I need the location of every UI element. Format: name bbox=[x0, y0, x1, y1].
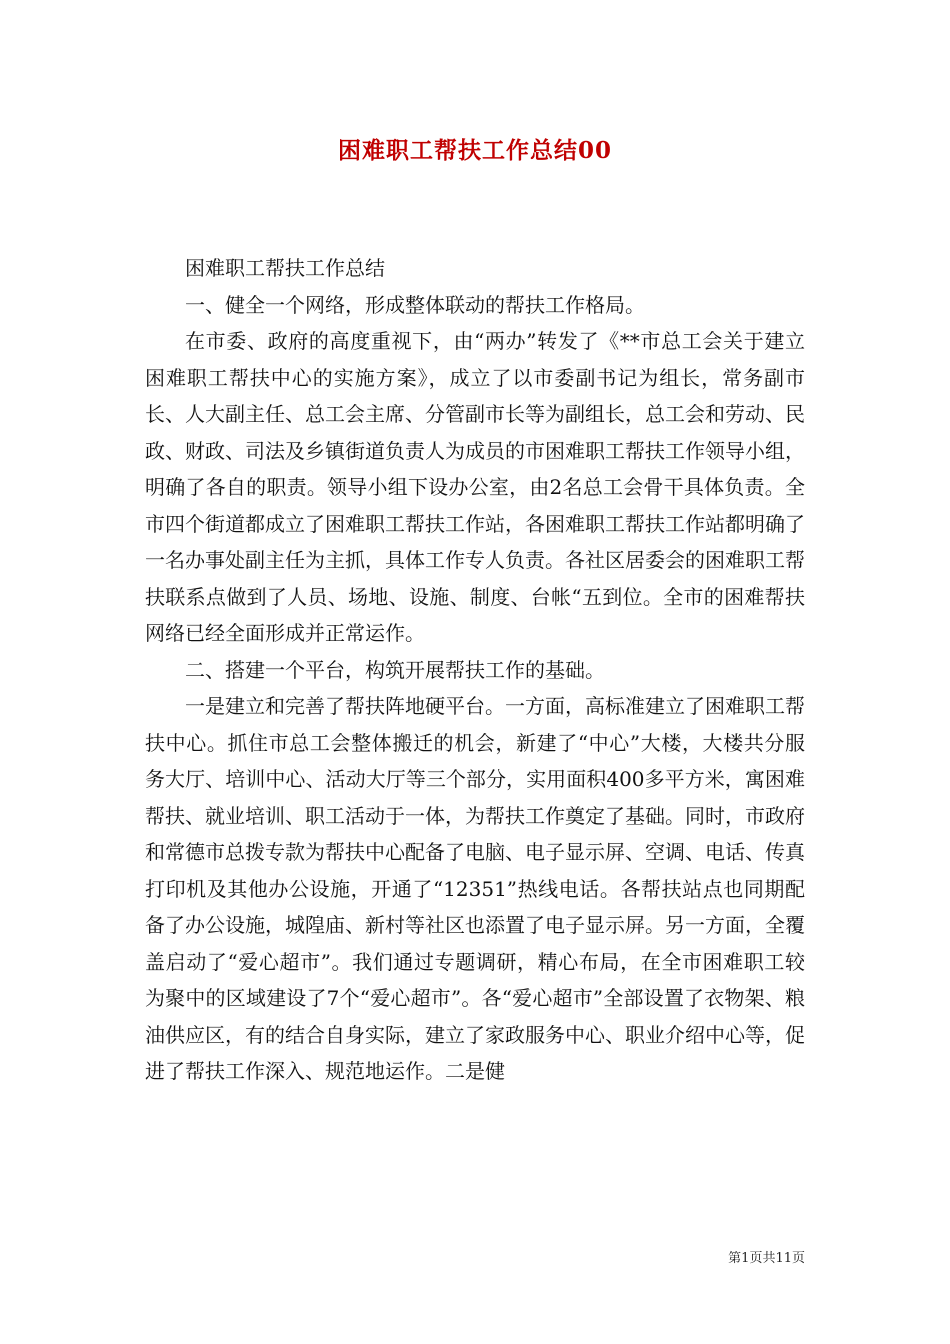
paragraph-platform: 一是建立和完善了帮扶阵地硬平台。一方面，高标准建立了困难职工帮扶中心。抓住市总工会整体搬迁的机会，新建了“中心”大楼，大楼共分服务大厅、培训中心、活动大厅等三个部分，实用面积400多平方米，寓困难帮扶、就业培训、职工活动于一体，为帮扶工作奠定了基础。同时，市政府和常德市总拨专款为帮扶中心配备了电脑、电子显示屏、空调、电话、传真打印机及其他办公设施，开通了“12351”热线电话。各帮扶站点也同期配备了办公设施，城隍庙、新村等社区也添置了电子显示屏。另一方面，全覆盖启动了“爱心超市”。我们通过专题调研，精心布局，在全市困难职工较为聚中的区域建设了7个“爱心超市”。各“爱心超市”全部设置了衣物架、粮油供应区，有的结合自身实际，建立了家政服务中心、职业介绍中心等，促进了帮扶工作深入、规范地运作。二是健 bbox=[145, 694, 805, 1083]
document-body bbox=[145, 250, 805, 1090]
paragraph-section-one: 一、健全一个网络，形成整体联动的帮扶工作格局。 bbox=[185, 292, 645, 317]
paragraph-heading: 困难职工帮扶工作总结 bbox=[185, 256, 385, 280]
page-number: 第1页共11页 bbox=[728, 1251, 805, 1266]
paragraph-network: 在市委、政府的高度重视下，由“两办”转发了《**市总工会关于建立困难职工帮扶中心的实施方案》，成立了以市委副书记为组长，常务副市长、人大副主任、总工会主席、分管副市长等为副组长，总工会和劳动、民政、财政、司法及乡镇街道负责人为成员的市困难职工帮扶工作领导小组，明确了各自的职责。领导小组下设办公室，由2名总工会骨干具体负责。全市四个街道都成立了困难职工帮扶工作站，各困难职工帮扶工作站都明确了一名办事处副主任为主抓，具体工作专人负责。各社区居委会的困难职工帮扶联系点做到了人员、场地、设施、制度、台帐“五到位。全市的困难帮扶网络已经全面形成并正常运作。 bbox=[145, 329, 805, 645]
paragraph-section-two: 二、搭建一个平台，构筑开展帮扶工作的基础。 bbox=[185, 657, 605, 682]
document-title: 困难职工帮扶工作总结00 bbox=[337, 137, 612, 164]
